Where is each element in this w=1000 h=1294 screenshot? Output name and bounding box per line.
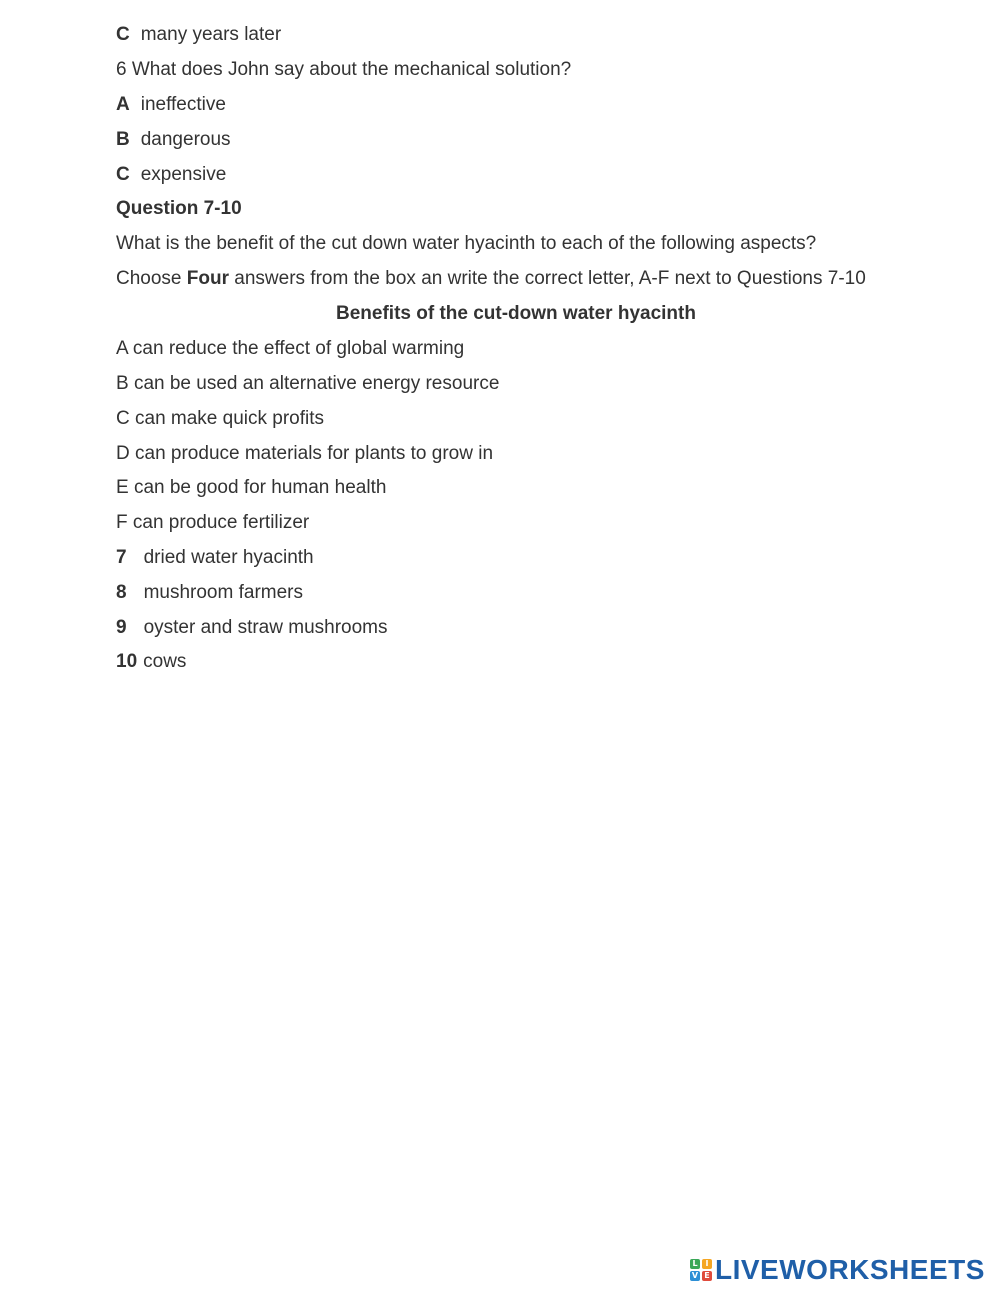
question-text: dried water hyacinth — [143, 547, 314, 568]
box-title: Benefits of the cut-down water hyacinth — [336, 303, 696, 324]
q6-option-b — [116, 129, 231, 151]
question-text: cows — [143, 651, 187, 672]
question-text: oyster and straw mushrooms — [143, 617, 388, 638]
option-letter: B — [116, 129, 130, 150]
benefit-item: C can make quick profits — [116, 408, 325, 429]
question-8 — [116, 582, 303, 604]
option-text: expensive — [140, 164, 227, 185]
logo-tile: I — [702, 1259, 712, 1269]
liveworksheets-logo — [690, 1255, 985, 1285]
instruction-2 — [116, 268, 866, 290]
benefit-item: B can be used an alternative energy resource — [116, 373, 500, 394]
logo-icon — [690, 1259, 712, 1281]
q5-option-c — [116, 24, 281, 46]
q6-option-c — [116, 164, 226, 186]
option-letter: C — [116, 24, 130, 45]
logo-tile: E — [702, 1271, 712, 1281]
benefit-item: D can produce materials for plants to grow in — [116, 443, 494, 464]
instruction-1: What is the benefit of the cut down water hyacinth to each of the following aspects? — [116, 233, 817, 254]
q6-question: 6 What does John say about the mechanical solution? — [116, 59, 572, 80]
benefit-item: F can produce fertilizer — [116, 512, 310, 533]
logo-tile: V — [691, 1271, 699, 1280]
instruction-emphasis: Four — [186, 268, 229, 289]
option-letter: C — [116, 164, 130, 185]
q6-option-a — [116, 94, 226, 116]
logo-text: LIVEWORKSHEETS — [715, 1254, 985, 1285]
question-text: mushroom farmers — [143, 582, 303, 603]
logo-tile: L — [690, 1259, 700, 1269]
question-10 — [116, 651, 186, 673]
benefit-item: A can reduce the effect of global warming — [116, 338, 465, 359]
option-letter: A — [116, 94, 130, 115]
question-9 — [116, 617, 388, 639]
question-number: 10 — [116, 651, 138, 672]
option-text: many years later — [140, 24, 282, 45]
section-heading: Question 7-10 — [116, 198, 242, 219]
question-number: 8 — [116, 582, 127, 603]
option-text: ineffective — [140, 94, 226, 115]
question-number: 9 — [116, 617, 127, 638]
benefit-item: E can be good for human health — [116, 477, 387, 498]
option-text: dangerous — [140, 129, 231, 150]
question-number: 7 — [116, 547, 127, 568]
instruction-text: Choose — [116, 268, 187, 289]
instruction-text: answers from the box an write the correct letter, A-F next to Questions 7-10 — [229, 268, 866, 289]
question-7 — [116, 547, 314, 569]
